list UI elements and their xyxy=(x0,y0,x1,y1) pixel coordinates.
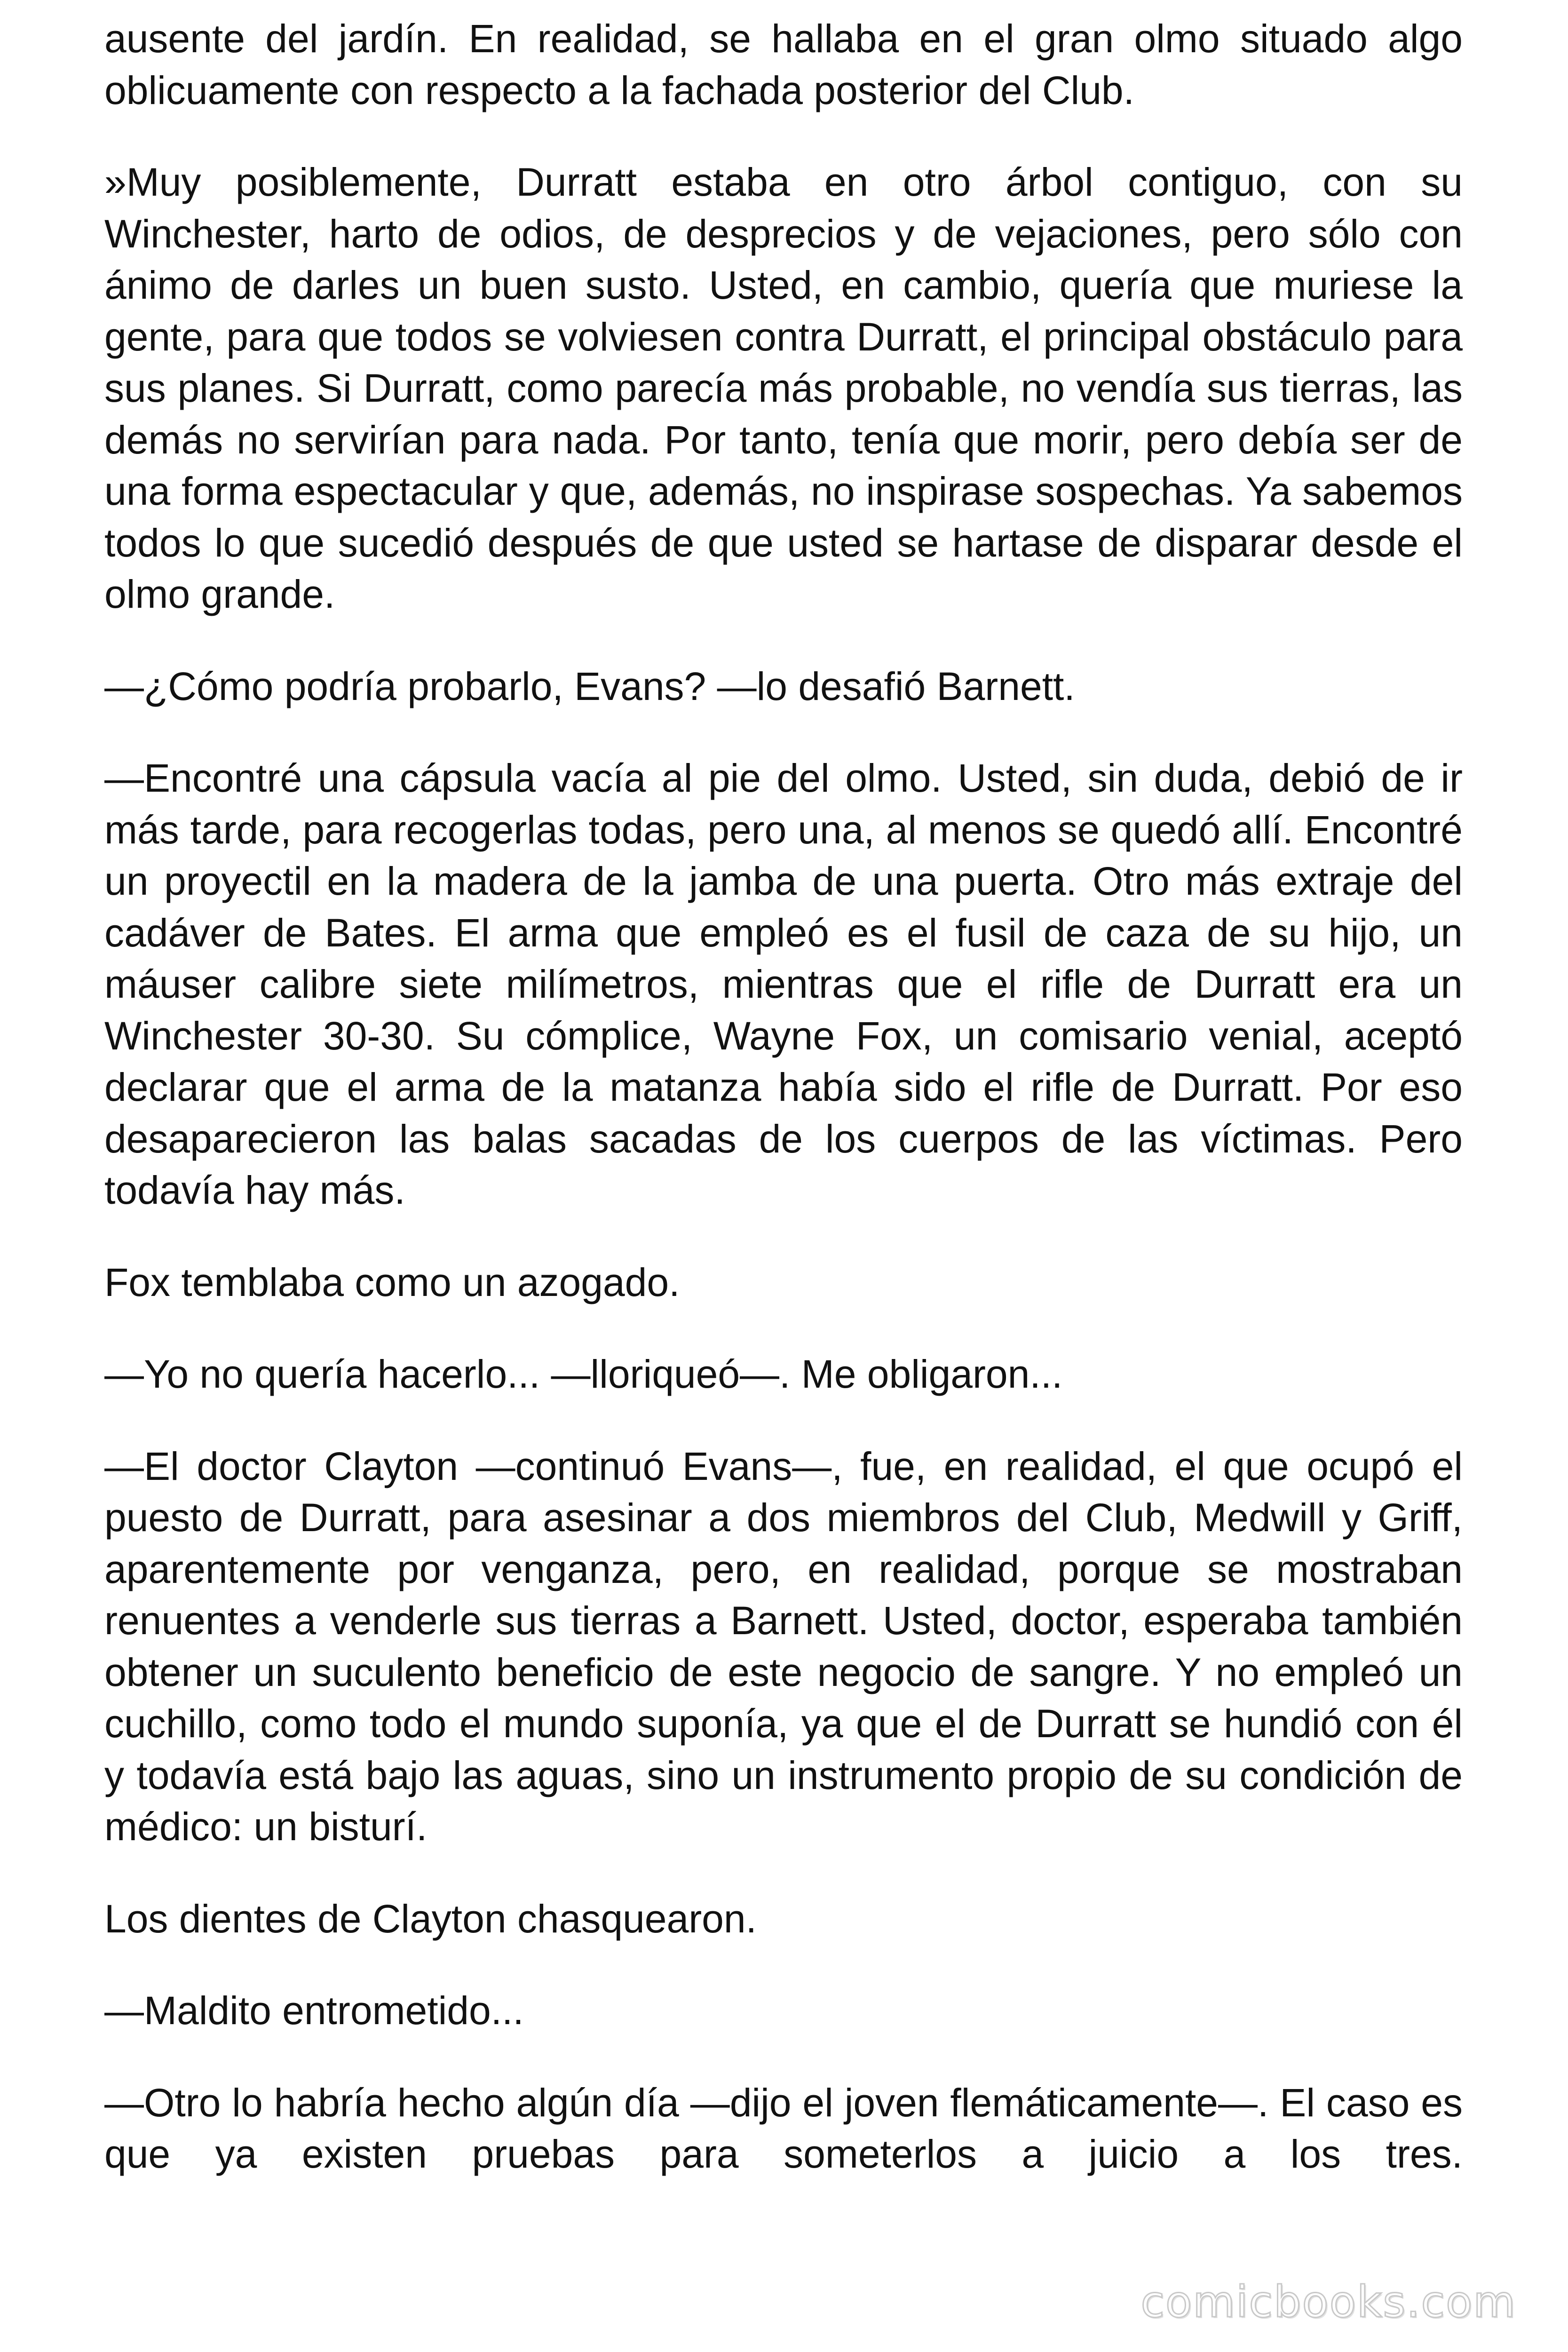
paragraph: —Yo no quería hacerlo... —lloriqueó—. Me obligaron... xyxy=(104,1352,1063,1396)
paragraph: —Maldito entrometido... xyxy=(104,1988,524,2033)
paragraph: ausente del jardín. En realidad, se hallaba en el gran olmo situado algo oblicuamente con respecto a la fachada posterior del Club. xyxy=(104,16,1463,112)
paragraph: —El doctor Clayton —continuó Evans—, fue, en realidad, el que ocupó el puesto de Durratt, para asesinar a dos miembros del Club, Medwill y Griff, aparentemente por venganza, pero, en realidad, porque se mostraban renuentes a venderle sus tierras a Barnett. Usted, doctor, esperaba también obtener un suculento beneficio de este negocio de sangre. Y no empleó un cuchillo, como todo el mundo suponía, ya que el de Durratt se hundió con él y todavía está bajo las aguas, sino un instrumento propio de su condición de médico: un bisturí. xyxy=(104,1444,1463,1849)
paragraph: Fox temblaba como un azogado. xyxy=(104,1260,680,1304)
body-text xyxy=(104,13,1463,2180)
watermark: comicbooks.com xyxy=(1140,2277,1516,2327)
paragraph: »Muy posiblemente, Durratt estaba en otro árbol contiguo, con su Winchester, harto de odios, de desprecios y de vejaciones, pero sólo con ánimo de darles un buen susto. Usted, en cambio, quería que muriese la gente, para que todos se volviesen contra Durratt, el principal obstáculo para sus planes. Si Durratt, como parecía más probable, no vendía sus tierras, las demás no servirían para nada. Por tanto, tenía que morir, pero debía ser de una forma espectacular y que, además, no inspirase sospechas. Ya sabemos todos lo que sucedió después de que usted se hartase de disparar desde el olmo grande. xyxy=(104,160,1463,616)
paragraph: —¿Cómo podría probarlo, Evans? —lo desafió Barnett. xyxy=(104,664,1075,708)
paragraph: —Encontré una cápsula vacía al pie del olmo. Usted, sin duda, debió de ir más tarde, para recogerlas todas, pero una, al menos se quedó allí. Encontré un proyectil en la madera de la jamba de una puerta. Otro más extraje del cadáver de Bates. El arma que empleó es el fusil de caza de su hijo, un máuser calibre siete milímetros, mientras que el rifle de Durratt era un Winchester 30-30. Su cómplice, Wayne Fox, un comisario venial, aceptó declarar que el arma de la matanza había sido el rifle de Durratt. Por eso desaparecieron las balas sacadas de los cuerpos de las víctimas. Pero todavía hay más. xyxy=(104,756,1463,1212)
paragraph: Los dientes de Clayton chasquearon. xyxy=(104,1896,757,1941)
paragraph: —Otro lo habría hecho algún día —dijo el joven flemáticamente—. El caso es que ya existen pruebas para someterlos a juicio a los tres. xyxy=(104,2080,1463,2176)
